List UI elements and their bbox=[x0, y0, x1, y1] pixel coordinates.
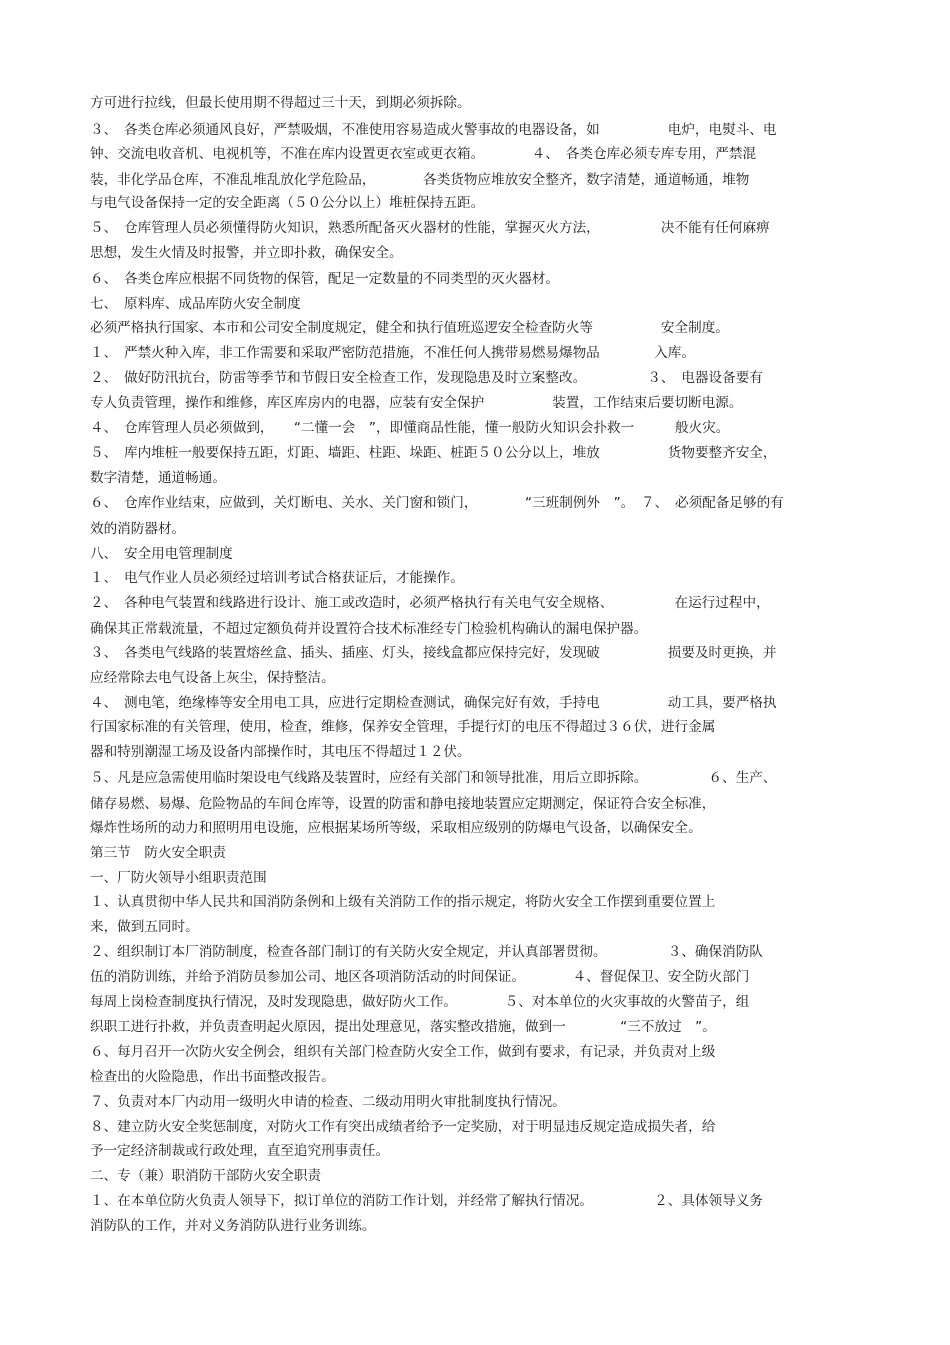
text-line: 来，做到五同时。 bbox=[90, 919, 199, 935]
text-line: 行国家标准的有关管理，使用，检查，维修，保养安全管理，手提行灯的电压不得超过３６伏，进行金属 bbox=[90, 719, 716, 735]
text-line: 思想，发生火情及时报警，并立即扑救，确保安全。 bbox=[90, 245, 403, 261]
section-heading: 一、厂防火领导小组职责范围 bbox=[90, 870, 267, 886]
text-line: ５、 仓库管理人员必须懂得防火知识，熟悉所配备灭火器材的性能，掌握灭火方法， 决不能有任何麻痹 bbox=[90, 220, 770, 236]
text-line: ３、 各类电气线路的装置熔丝盒、插头、插座、灯头，接线盒都应保持完好，发现破 损要及时更换，并 bbox=[90, 645, 777, 661]
text-line: 予一定经济制裁或行政处理，直至追究刑事责任。 bbox=[90, 1143, 390, 1159]
text-line: １、 严禁火种入库，非工作需要和采取严密防范措施，不准任何人携带易燃易爆物品 入库。 bbox=[90, 345, 695, 361]
section-heading: 七、 原料库、成品库防火安全制度 bbox=[90, 296, 301, 312]
text-line: ４、 仓库管理人员必须做到， “二懂一会 ”，即懂商品性能，懂一般防火知识会扑救一 般火灾。 bbox=[90, 420, 730, 436]
text-line: 应经常除去电气设备上灰尘，保持整洁。 bbox=[90, 670, 335, 686]
text-line: ３、 各类仓库必须通风良好，严禁吸烟，不准使用容易造成火警事故的电器设备，如 电炉，电熨斗、电 bbox=[90, 122, 777, 138]
text-line: ４、 测电笔，绝缘棒等安全用电工具，应进行定期检查测试，确保完好有效，手持电 动工具，要严格执 bbox=[90, 695, 777, 711]
text-line: ２、组织制订本厂消防制度，检查各部门制订的有关防火安全规定，并认真部署贯彻。 ３、确保消防队 bbox=[90, 944, 763, 960]
text-line: 必须严格执行国家、本市和公司安全制度规定，健全和执行值班巡逻安全检查防火等 安全制度。 bbox=[90, 320, 729, 336]
text-line: ８、建立防火安全奖惩制度，对防火工作有突出成绩者给予一定奖励，对于明显违反规定造成损失者，给 bbox=[90, 1119, 716, 1135]
text-line: 方可进行拉线，但最长使用期不得超过三十天，到期必须拆除。 bbox=[90, 95, 471, 111]
text-line: ６、 仓库作业结束，应做到，关灯断电、关水、关门窗和锁门， “三班制例外 ”。 ７、 必须配备足够的有 bbox=[90, 495, 784, 511]
text-line: ２、 各种电气装置和线路进行设计、施工或改造时，必须严格执行有关电气安全规格、 在运行过程中， bbox=[90, 595, 770, 611]
text-line: 效的消防器材。 bbox=[90, 521, 186, 537]
text-line: ５、 库内堆桩一般要保持五距，灯距、墙距、柱距、垛距、桩距５０公分以上，堆放 货物要整齐安全， bbox=[90, 445, 777, 461]
text-line: 与电气设备保持一定的安全距离（５０公分以上）堆桩保持五距。 bbox=[90, 195, 485, 211]
text-line: 检查出的火险隐患，作出书面整改报告。 bbox=[90, 1069, 335, 1085]
text-line: １、在本单位防火负责人领导下，拟订单位的消防工作计划，并经常了解执行情况。 ２、具体领导义务 bbox=[90, 1193, 763, 1209]
text-line: 织职工进行扑救，并负责查明起火原因，提出处理意见，落实整改措施，做到一 “三不放过 ”。 bbox=[90, 1019, 716, 1035]
text-line: 消防队的工作，并对义务消防队进行业务训练。 bbox=[90, 1218, 376, 1234]
text-line: 钟、交流电收音机、电视机等，不准在库内设置更衣室或更衣箱。 ４、 各类仓库必须专库专用，严禁混 bbox=[90, 146, 757, 162]
text-line: 伍的消防训练，并给予消防员参加公司、地区各项消防活动的时间保证。 ４、督促保卫、安全防火部门 bbox=[90, 969, 750, 985]
section-heading: 二、专（兼）职消防干部防火安全职责 bbox=[90, 1168, 322, 1184]
text-line: 爆炸性场所的动力和照明用电设施，应根据某场所等级，采取相应级别的防爆电气设备，以确保安全。 bbox=[90, 820, 702, 836]
text-line: １、认真贯彻中华人民共和国消防条例和上级有关消防工作的指示规定，将防火安全工作摆到重要位置上 bbox=[90, 894, 716, 910]
text-line: ５、凡是应急需使用临时架设电气线路及装置时，应经有关部门和领导批准，用后立即拆除。 ６、生产、 bbox=[90, 770, 777, 786]
section-heading: 八、 安全用电管理制度 bbox=[90, 546, 233, 562]
text-line: 储存易燃、易爆、危险物品的车间仓库等，设置的防雷和静电接地装置应定期测定，保证符合安全标准， bbox=[90, 796, 716, 812]
section-heading: 第三节 防火安全职责 bbox=[90, 845, 226, 861]
text-line: 器和特别潮湿工场及设备内部操作时，其电压不得超过１２伏。 bbox=[90, 744, 471, 760]
text-line: 每周上岗检查制度执行情况，及时发现隐患，做好防火工作。 ５、对本单位的火灾事故的火警苗子，组 bbox=[90, 994, 750, 1010]
text-line: 装，非化学品仓库，不准乱堆乱放化学危险品， 各类货物应堆放安全整齐，数字清楚，通道畅通，堆物 bbox=[90, 172, 750, 188]
text-line: 专人负责管理，操作和维修，库区库房内的电器，应装有安全保护 装置，工作结束后要切断电源。 bbox=[90, 395, 743, 411]
text-line: １、 电气作业人员必须经过培训考试合格获证后，才能操作。 bbox=[90, 570, 464, 586]
text-line: ２、 做好防汛抗台，防雷等季节和节假日安全检查工作，发现隐患及时立案整改。 ３、 电器设备要有 bbox=[90, 370, 763, 386]
text-line: ７、负责对本厂内动用一级明火申请的检查、二级动用明火审批制度执行情况。 bbox=[90, 1094, 566, 1110]
text-line: ６、每月召开一次防火安全例会，组织有关部门检查防火安全工作，做到有要求，有记录，并负责对上级 bbox=[90, 1044, 716, 1060]
text-line: 数字清楚，通道畅通。 bbox=[90, 470, 226, 486]
text-line: 确保其正常载流量，不超过定额负荷并设置符合技术标准经专门检验机构确认的漏电保护器。 bbox=[90, 621, 648, 637]
text-line: ６、 各类仓库应根据不同货物的保管，配足一定数量的不同类型的灭火器材。 bbox=[90, 271, 559, 287]
